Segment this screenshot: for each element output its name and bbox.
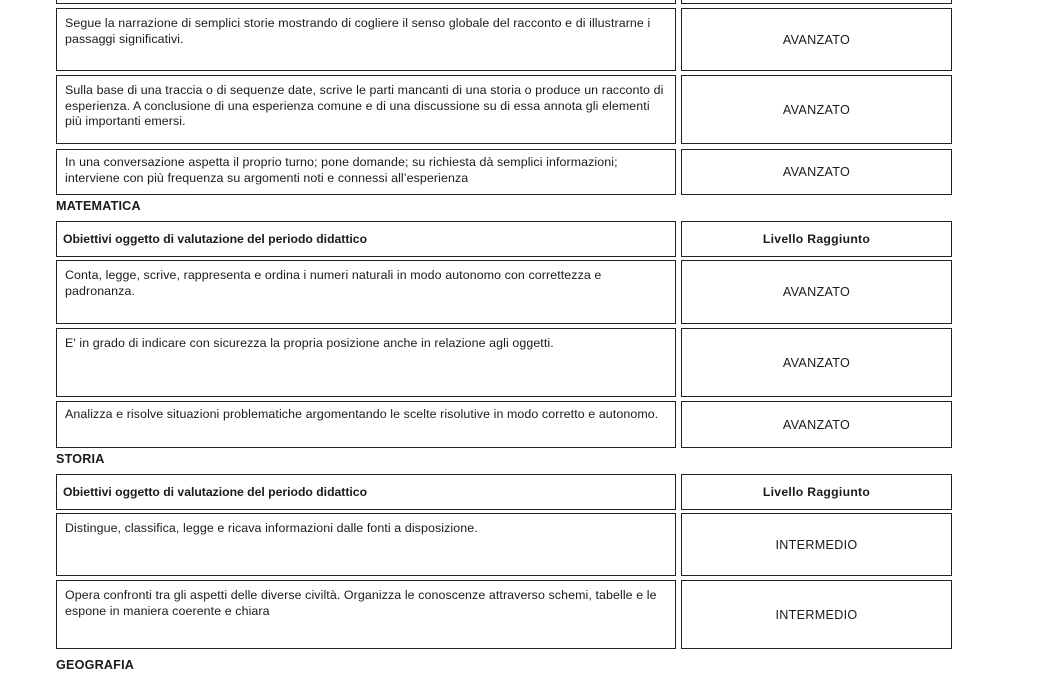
section-title-matematica: MATEMATICA xyxy=(56,199,141,213)
objective-text: Sulla base di una traccia o di sequenze date, scrive le parti mancanti di una storia o produce un racconto di esperienza. A conclusione di una esperienza comune e di una discussione su di essa annota gli elementi più importanti emersi. xyxy=(56,75,676,144)
objective-text: In una conversazione aspetta il proprio turno; pone domande; su richiesta dà semplici informazioni; interviene con più frequenza su argomenti noti e connessi all’esperienza xyxy=(56,149,676,195)
level-header: Livello Raggiunto xyxy=(681,221,952,257)
level-value: INTERMEDIO xyxy=(681,580,952,649)
section-title-storia: STORIA xyxy=(56,452,105,466)
objective-text: Analizza e risolve situazioni problematiche argomentando le scelte risolutive in modo corretto e autonomo. xyxy=(56,401,676,448)
level-value: AVANZATO xyxy=(681,149,952,195)
section-title-geografia: GEOGRAFIA xyxy=(56,658,135,672)
level-value: AVANZATO xyxy=(681,8,952,71)
objective-cell xyxy=(56,0,676,4)
objectives-header: Obiettivi oggetto di valutazione del periodo didattico xyxy=(56,221,676,257)
objectives-header: Obiettivi oggetto di valutazione del periodo didattico xyxy=(56,474,676,510)
objective-text: Conta, legge, scrive, rappresenta e ordina i numeri naturali in modo autonomo con correttezza e padronanza. xyxy=(56,260,676,324)
level-value: AVANZATO xyxy=(681,75,952,144)
level-value: INTERMEDIO xyxy=(681,513,952,576)
objective-text: Segue la narrazione di semplici storie mostrando di cogliere il senso globale del racconto e di illustrarne i passaggi significativi. xyxy=(56,8,676,71)
objective-text: Distingue, classifica, legge e ricava informazioni dalle fonti a disposizione. xyxy=(56,513,676,576)
objective-text: Opera confronti tra gli aspetti delle diverse civiltà. Organizza le conoscenze attraverso schemi, tabelle e le espone in maniera coerente e chiara xyxy=(56,580,676,649)
level-value: AVANZATO xyxy=(681,401,952,448)
level-header: Livello Raggiunto xyxy=(681,474,952,510)
level-cell xyxy=(681,0,952,4)
objective-text: E' in grado di indicare con sicurezza la propria posizione anche in relazione agli oggetti. xyxy=(56,328,676,397)
level-value: AVANZATO xyxy=(681,260,952,324)
level-value: AVANZATO xyxy=(681,328,952,397)
